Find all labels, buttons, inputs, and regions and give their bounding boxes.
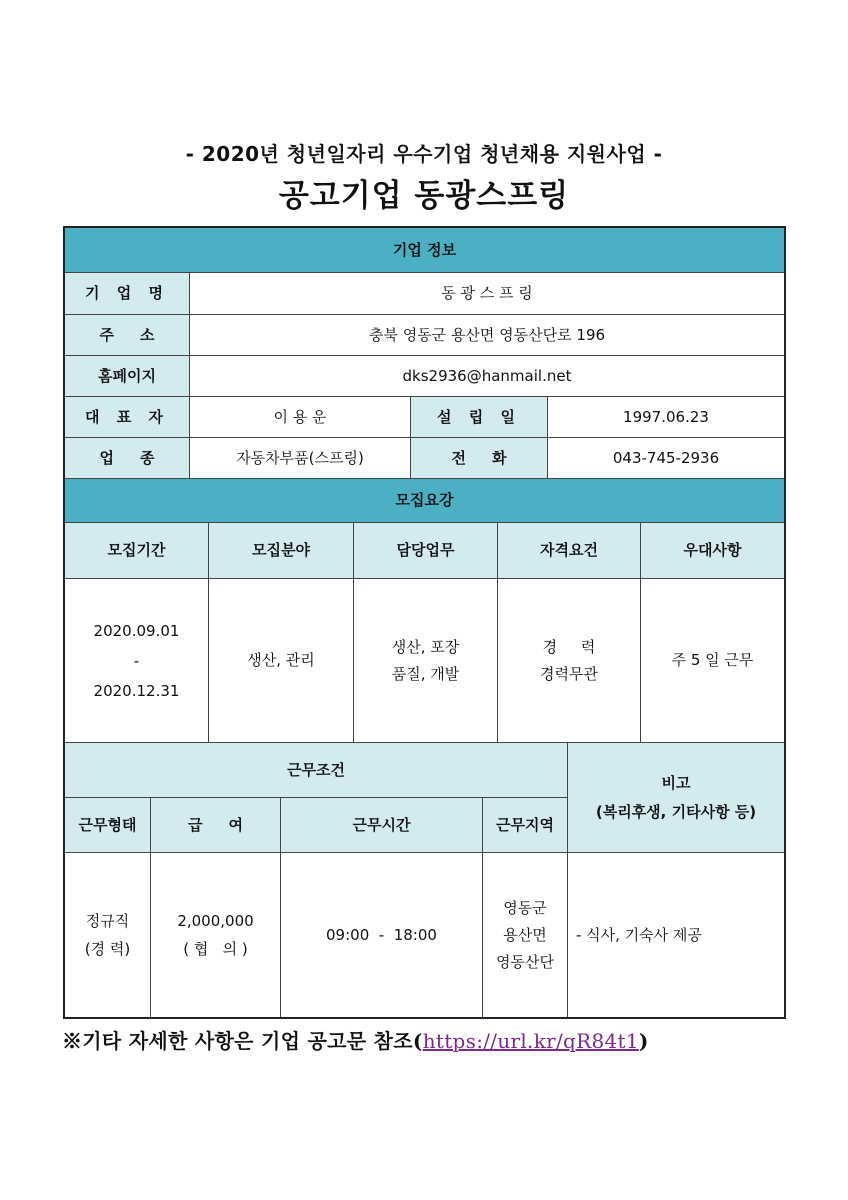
page-title: 공고기업 동광스프링 bbox=[278, 178, 570, 214]
recruit-period-value: 2020.09.01 - 2020.12.31 bbox=[64, 579, 209, 743]
phone-value: 043-745-2936 bbox=[548, 438, 785, 479]
recruit-duty-value: 생산, 포장 품질, 개발 bbox=[354, 579, 498, 743]
recruit-header-period: 모집기간 bbox=[64, 523, 209, 579]
recruit-preference-value: 주 5 일 근무 bbox=[641, 579, 785, 743]
company-name-value: 동 광 스 프 링 bbox=[190, 273, 785, 315]
address-label: 주 소 bbox=[64, 315, 190, 356]
founded-label: 설 립 일 bbox=[411, 397, 548, 438]
conditions-hours-value: 09:00 - 18:00 bbox=[281, 853, 483, 1018]
conditions-header-location: 근무지역 bbox=[483, 798, 568, 853]
homepage-value[interactable]: dks2936@hanmail.net bbox=[190, 356, 785, 397]
recruit-header-preference: 우대사항 bbox=[641, 523, 785, 579]
recruit-section-header: 모집요강 bbox=[64, 479, 785, 523]
founded-value: 1997.06.23 bbox=[548, 397, 785, 438]
conditions-salary-value: 2,000,000 ( 협 의 ) bbox=[151, 853, 281, 1018]
company-section-header: 기업 정보 bbox=[64, 227, 785, 273]
conditions-remarks-value: - 식사, 기숙사 제공 bbox=[568, 853, 785, 1018]
address-value: 충북 영동군 용산면 영동산단로 196 bbox=[190, 315, 785, 356]
subtitle: - 2020년 청년일자리 우수기업 청년채용 지원사업 - bbox=[185, 142, 663, 166]
recruit-header-field: 모집분야 bbox=[209, 523, 354, 579]
industry-label: 업 종 bbox=[64, 438, 190, 479]
homepage-label: 홈페이지 bbox=[64, 356, 190, 397]
ceo-value: 이 용 운 bbox=[190, 397, 411, 438]
conditions-header-type: 근무형태 bbox=[64, 798, 151, 853]
conditions-section-header: 근무조건 bbox=[64, 743, 568, 798]
conditions-type-value: 정규직 (경 력) bbox=[64, 853, 151, 1018]
announcement-link[interactable]: https://url.kr/qR84t1 bbox=[422, 1029, 639, 1053]
recruit-header-duty: 담당업무 bbox=[354, 523, 498, 579]
recruit-header-qualification: 자격요건 bbox=[498, 523, 641, 579]
recruit-field-value: 생산, 관리 bbox=[209, 579, 354, 743]
conditions-header-hours: 근무시간 bbox=[281, 798, 483, 853]
ceo-label: 대 표 자 bbox=[64, 397, 190, 438]
conditions-header-salary: 급 여 bbox=[151, 798, 281, 853]
phone-label: 전 화 bbox=[411, 438, 548, 479]
remarks-header: 비고 (복리후생, 기타사항 등) bbox=[568, 743, 785, 853]
company-name-label: 기 업 명 bbox=[64, 273, 190, 315]
footer-note: ※기타 자세한 사항은 기업 공고문 참조(https://url.kr/qR84t1) bbox=[62, 1029, 649, 1053]
recruit-qualification-value: 경 력 경력무관 bbox=[498, 579, 641, 743]
industry-value: 자동차부품(스프링) bbox=[190, 438, 411, 479]
conditions-location-value: 영동군 용산면 영동산단 bbox=[483, 853, 568, 1018]
